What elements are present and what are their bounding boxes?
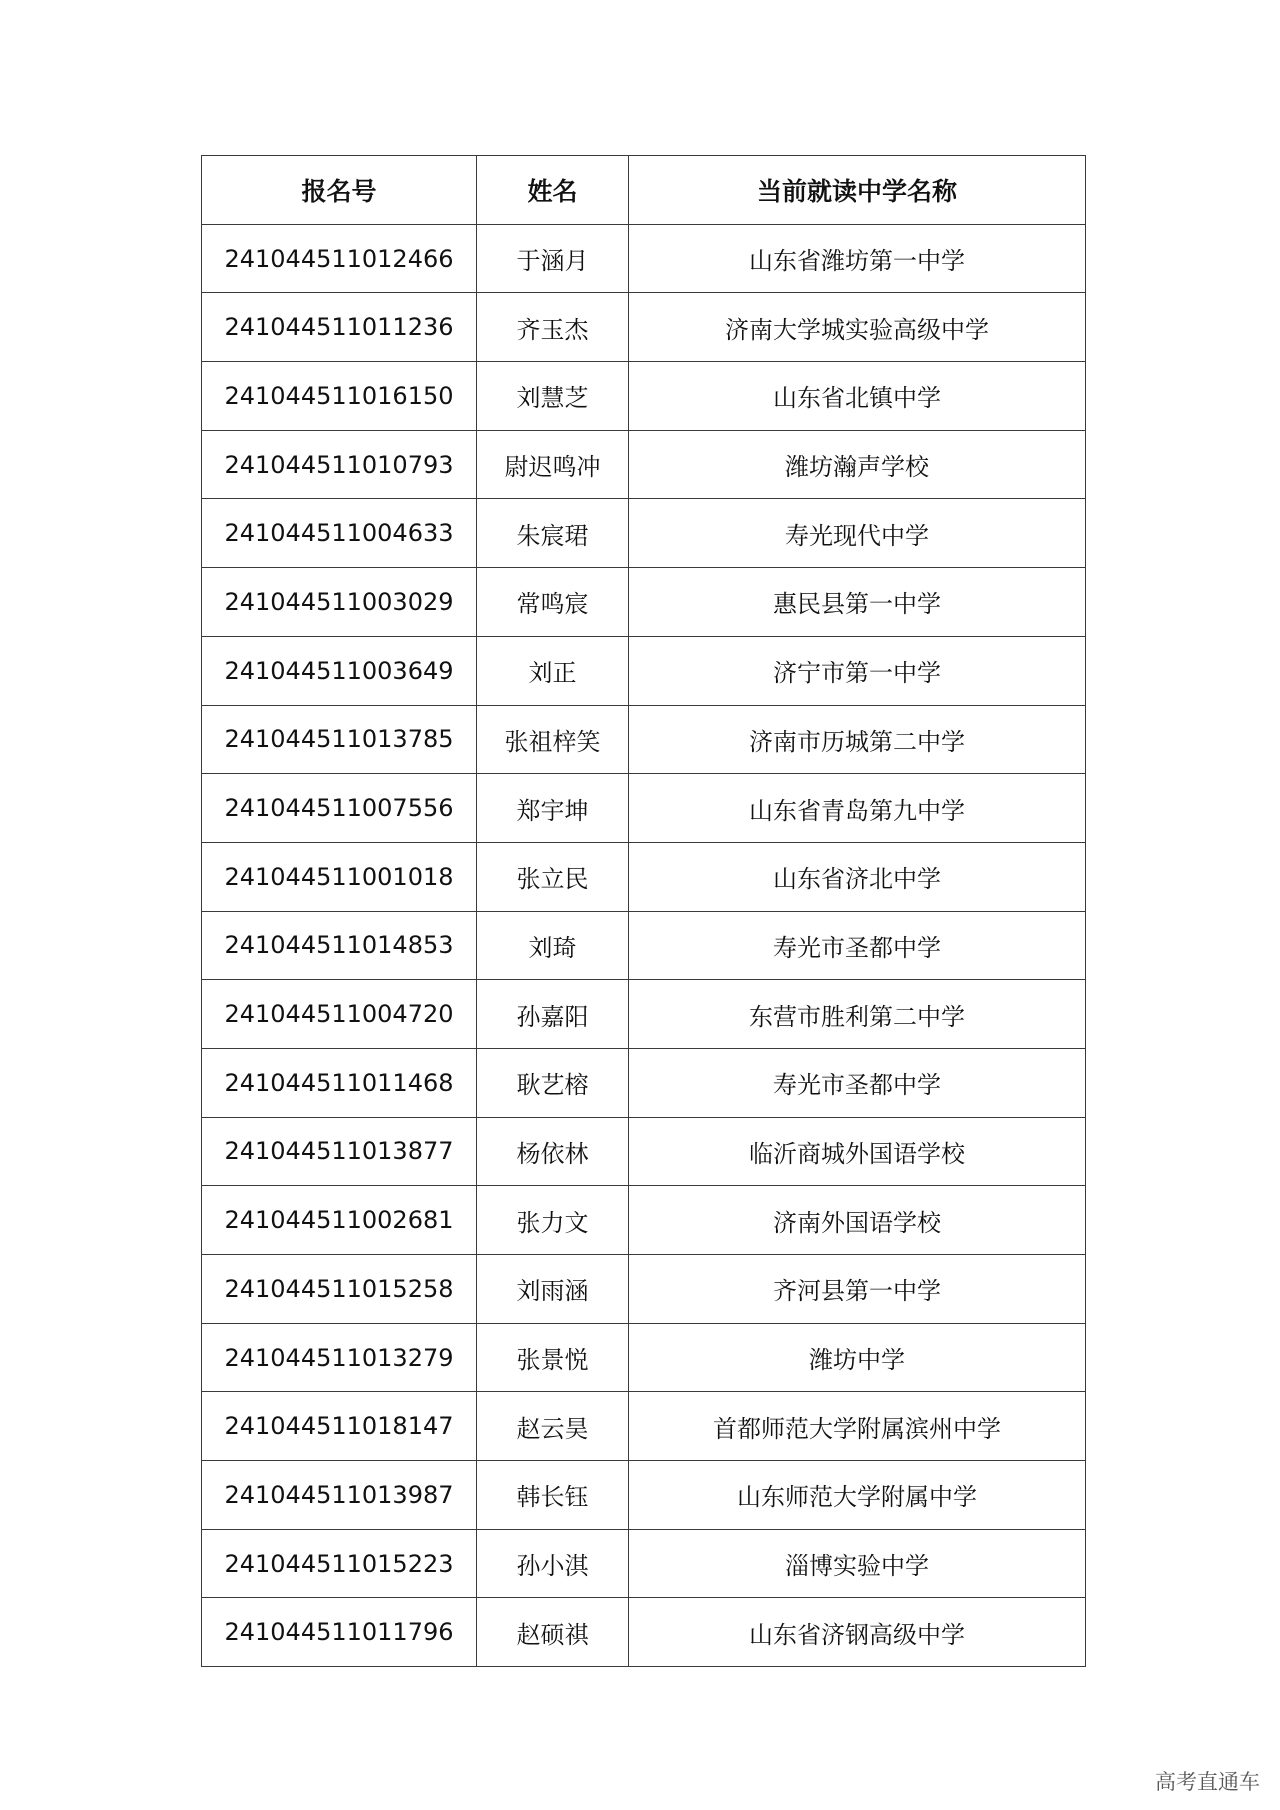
cell-registration-no: 241044511010793 <box>202 430 477 499</box>
cell-name: 刘慧芝 <box>477 362 629 431</box>
cell-name: 刘雨涵 <box>477 1255 629 1324</box>
cell-school: 临沂商城外国语学校 <box>629 1117 1086 1186</box>
cell-school: 山东省北镇中学 <box>629 362 1086 431</box>
cell-registration-no: 241044511011796 <box>202 1598 477 1667</box>
cell-name: 朱宸珺 <box>477 499 629 568</box>
table-row <box>202 842 1086 911</box>
cell-name: 赵硕祺 <box>477 1598 629 1667</box>
cell-registration-no: 241044511004720 <box>202 980 477 1049</box>
cell-name: 耿艺榕 <box>477 1048 629 1117</box>
cell-registration-no: 241044511003029 <box>202 568 477 637</box>
cell-name: 尉迟鸣冲 <box>477 430 629 499</box>
cell-school: 东营市胜利第二中学 <box>629 980 1086 1049</box>
cell-registration-no: 241044511007556 <box>202 774 477 843</box>
cell-registration-no: 241044511012466 <box>202 224 477 293</box>
header-school: 当前就读中学名称 <box>629 156 1086 225</box>
cell-name: 孙嘉阳 <box>477 980 629 1049</box>
watermark: 高考直通车 <box>1155 1770 1260 1794</box>
cell-name: 齐玉杰 <box>477 293 629 362</box>
cell-school: 潍坊瀚声学校 <box>629 430 1086 499</box>
cell-registration-no: 241044511011468 <box>202 1048 477 1117</box>
cell-school: 寿光市圣都中学 <box>629 1048 1086 1117</box>
cell-school: 济南市历城第二中学 <box>629 705 1086 774</box>
table-row <box>202 1117 1086 1186</box>
cell-registration-no: 241044511013877 <box>202 1117 477 1186</box>
table-row <box>202 1323 1086 1392</box>
cell-registration-no: 241044511014853 <box>202 911 477 980</box>
table-row <box>202 293 1086 362</box>
table-row <box>202 980 1086 1049</box>
table-row <box>202 705 1086 774</box>
cell-school: 齐河县第一中学 <box>629 1255 1086 1324</box>
cell-name: 于涵月 <box>477 224 629 293</box>
cell-registration-no: 241044511015223 <box>202 1529 477 1598</box>
table-row <box>202 911 1086 980</box>
table-row <box>202 499 1086 568</box>
cell-name: 张立民 <box>477 842 629 911</box>
table-row <box>202 636 1086 705</box>
cell-registration-no: 241044511002681 <box>202 1186 477 1255</box>
cell-name: 常鸣宸 <box>477 568 629 637</box>
cell-name: 张力文 <box>477 1186 629 1255</box>
cell-school: 济宁市第一中学 <box>629 636 1086 705</box>
cell-registration-no: 241044511013279 <box>202 1323 477 1392</box>
cell-school: 潍坊中学 <box>629 1323 1086 1392</box>
cell-name: 赵云昊 <box>477 1392 629 1461</box>
cell-name: 孙小淇 <box>477 1529 629 1598</box>
cell-school: 济南大学城实验高级中学 <box>629 293 1086 362</box>
table-row <box>202 568 1086 637</box>
cell-name: 刘琦 <box>477 911 629 980</box>
table-row <box>202 1048 1086 1117</box>
cell-school: 首都师范大学附属滨州中学 <box>629 1392 1086 1461</box>
cell-school: 寿光现代中学 <box>629 499 1086 568</box>
table-row <box>202 774 1086 843</box>
header-registration-no: 报名号 <box>202 156 477 225</box>
cell-name: 张祖梓笑 <box>477 705 629 774</box>
table-row <box>202 1598 1086 1667</box>
cell-school: 山东师范大学附属中学 <box>629 1461 1086 1530</box>
cell-name: 杨依林 <box>477 1117 629 1186</box>
cell-school: 寿光市圣都中学 <box>629 911 1086 980</box>
cell-school: 惠民县第一中学 <box>629 568 1086 637</box>
cell-registration-no: 241044511013785 <box>202 705 477 774</box>
cell-registration-no: 241044511001018 <box>202 842 477 911</box>
table-row <box>202 1529 1086 1598</box>
admission-roster-table <box>201 155 1086 1667</box>
cell-registration-no: 241044511016150 <box>202 362 477 431</box>
cell-school: 山东省潍坊第一中学 <box>629 224 1086 293</box>
cell-name: 刘正 <box>477 636 629 705</box>
table-header-row <box>202 156 1086 225</box>
table-row <box>202 362 1086 431</box>
cell-school: 山东省济北中学 <box>629 842 1086 911</box>
table-row <box>202 1392 1086 1461</box>
cell-registration-no: 241044511011236 <box>202 293 477 362</box>
cell-school: 山东省青岛第九中学 <box>629 774 1086 843</box>
table-row <box>202 1461 1086 1530</box>
cell-name: 郑宇坤 <box>477 774 629 843</box>
header-name: 姓名 <box>477 156 629 225</box>
cell-school: 济南外国语学校 <box>629 1186 1086 1255</box>
cell-name: 韩长钰 <box>477 1461 629 1530</box>
cell-registration-no: 241044511018147 <box>202 1392 477 1461</box>
cell-school: 淄博实验中学 <box>629 1529 1086 1598</box>
cell-registration-no: 241044511004633 <box>202 499 477 568</box>
cell-registration-no: 241044511015258 <box>202 1255 477 1324</box>
table-row <box>202 430 1086 499</box>
table-row <box>202 224 1086 293</box>
table-body <box>202 224 1086 1666</box>
cell-registration-no: 241044511003649 <box>202 636 477 705</box>
table-row <box>202 1255 1086 1324</box>
table-row <box>202 1186 1086 1255</box>
cell-name: 张景悦 <box>477 1323 629 1392</box>
cell-school: 山东省济钢高级中学 <box>629 1598 1086 1667</box>
cell-registration-no: 241044511013987 <box>202 1461 477 1530</box>
